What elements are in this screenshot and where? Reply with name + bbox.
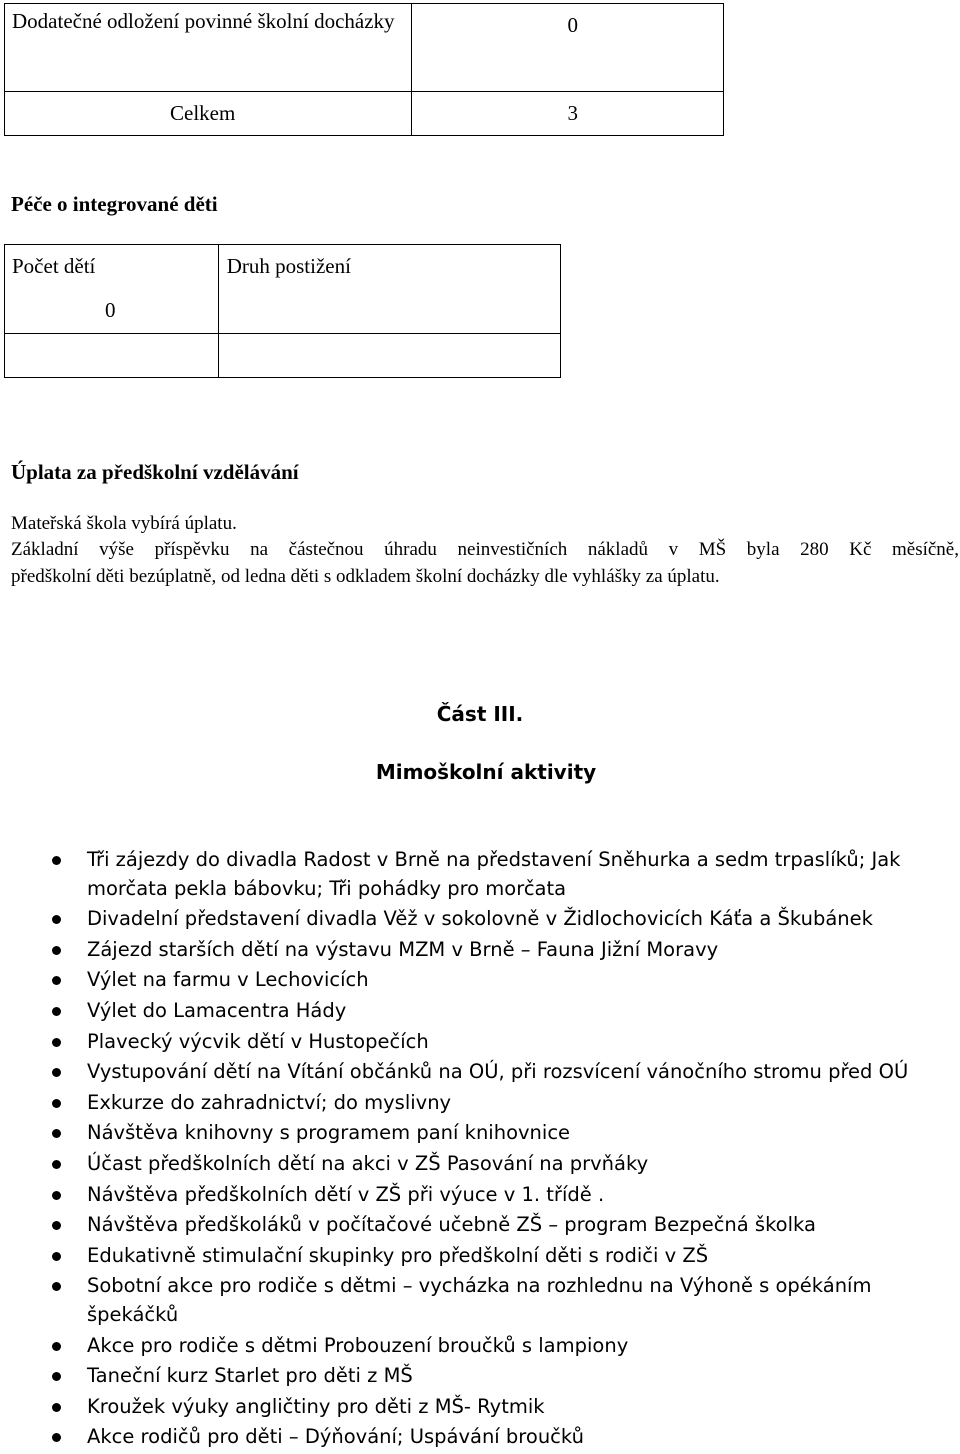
bullet-icon: [52, 976, 61, 985]
bullet-icon: [52, 1068, 61, 1077]
list-item: [0, 935, 960, 966]
list-item: [0, 904, 960, 935]
bullet-icon: [52, 1129, 61, 1138]
bullet-icon: [52, 856, 61, 865]
bullet-icon: [52, 1160, 61, 1169]
bullet-icon: [52, 1372, 61, 1381]
table-cell: [5, 245, 219, 334]
bullet-icon: [52, 1433, 61, 1442]
list-item: [0, 1392, 960, 1423]
list-item-text: Akce rodičů pro děti – Dýňování; Uspávání broučků: [87, 1425, 584, 1449]
bullet-icon: [52, 1252, 61, 1261]
list-item: [0, 965, 960, 996]
table-row: [5, 245, 561, 334]
table-cell: [5, 334, 219, 378]
count-value: 0: [105, 298, 116, 322]
table-cell: [218, 245, 560, 334]
list-item-text: Výlet na farmu v Lechovicích: [87, 968, 369, 992]
bullet-icon: [52, 915, 61, 924]
bullet-icon: [52, 946, 61, 955]
integrated-heading: Péče o integrované děti: [11, 192, 218, 216]
list-item-text: Účast předškolních dětí na akci v ZŠ Pasování na prvňáky: [87, 1151, 649, 1175]
list-item-text: Návštěva předškolních dětí v ZŠ při výuce v 1. třídě .: [87, 1182, 605, 1206]
bullet-icon: [52, 1282, 61, 1291]
list-item-text: Vystupování dětí na Vítání občánků na OÚ, při rozsvícení vánočního stromu před OÚ: [87, 1060, 909, 1084]
list-item: [0, 1271, 960, 1330]
bullet-icon: [52, 1191, 61, 1200]
list-item-text: Tři zájezdy do divadla Radost v Brně na představení Sněhurka a sedm trpaslíků; Jak: [87, 848, 901, 871]
list-item-text: Taneční kurz Starlet pro děti z MŠ: [87, 1364, 413, 1388]
list-item: [0, 1149, 960, 1180]
fee-line: Základní výše příspěvku na částečnou úhradu neinvestičních nákladů v MŠ byla 280 Kč měsíčně,: [11, 539, 959, 560]
list-item: [0, 1057, 960, 1088]
integrated-table: [4, 244, 561, 378]
list-item-text: Exkurze do zahradnictví; do myslivny: [87, 1090, 452, 1114]
list-item: [0, 1422, 960, 1453]
table-cell: [412, 4, 724, 92]
list-item: [0, 1361, 960, 1392]
total-label: Celkem: [170, 101, 236, 125]
table-row: [5, 92, 724, 136]
table-row: [5, 334, 561, 378]
list-item: [0, 1241, 960, 1272]
total-value: 3: [567, 101, 578, 125]
table-row: [5, 4, 724, 92]
postponement-table: [4, 3, 724, 136]
postponement-value: 0: [567, 13, 578, 37]
activities-list: [0, 845, 960, 1453]
list-item-text: špekáčků: [87, 1302, 179, 1326]
list-item: [0, 845, 960, 904]
list-item-text: Akce pro rodiče s dětmi Probouzení broučků s lampiony: [87, 1333, 629, 1357]
bullet-icon: [52, 1221, 61, 1230]
list-item: [0, 1088, 960, 1119]
list-item: [0, 1027, 960, 1058]
count-header: Počet dětí: [12, 254, 96, 278]
list-item: [0, 1210, 960, 1241]
list-item: [0, 1118, 960, 1149]
part-title: Část III.: [436, 702, 524, 726]
table-cell: [218, 334, 560, 378]
table-cell: [5, 92, 412, 136]
list-item-text: Zájezd starších dětí na výstavu MZM v Brně – Fauna Jižní Moravy: [87, 937, 719, 961]
list-item: [0, 1180, 960, 1211]
bullet-icon: [52, 1403, 61, 1412]
list-item-text: Plavecký výcvik dětí v Hustopečích: [87, 1029, 429, 1053]
part-subtitle: Mimoškolní aktivity: [375, 760, 597, 784]
list-item: [0, 1331, 960, 1362]
list-item-text: morčata pekla bábovku; Tři pohádky pro morčata: [87, 876, 567, 900]
bullet-icon: [52, 1099, 61, 1108]
list-item-text: Divadelní představení divadla Věž v sokolovně v Židlochovicích Káťa a Škubánek: [87, 907, 873, 931]
bullet-icon: [52, 1038, 61, 1047]
list-item-text: Návštěva předškoláků v počítačové učebně ZŠ – program Bezpečná školka: [87, 1213, 816, 1237]
bullet-icon: [52, 1342, 61, 1351]
bullet-icon: [52, 1007, 61, 1016]
fee-heading: Úplata za předškolní vzdělávání: [11, 460, 299, 484]
list-item-text: Sobotní akce pro rodiče s dětmi – vycházka na rozhlednu na Výhoně s opékáním: [87, 1274, 872, 1298]
fee-line: Mateřská škola vybírá úplatu.: [11, 513, 237, 534]
list-item-text: Výlet do Lamacentra Hády: [87, 998, 347, 1022]
type-header: Druh postižení: [226, 254, 351, 278]
fee-paragraph: [11, 512, 960, 590]
table-cell: [412, 92, 724, 136]
list-item-text: Edukativně stimulační skupinky pro předškolní děti s rodiči v ZŠ: [87, 1243, 709, 1267]
list-item: [0, 996, 960, 1027]
list-item-text: Kroužek výuky angličtiny pro děti z MŠ- Rytmik: [87, 1394, 545, 1418]
table-cell: [5, 4, 412, 92]
list-item-text: Návštěva knihovny s programem paní knihovnice: [87, 1121, 571, 1145]
fee-line: předškolní děti bezúplatně, od ledna děti s odkladem školní docházky dle vyhlášky za úplatu.: [11, 566, 720, 587]
postponement-label: Dodatečné odložení povinné školní docházky: [12, 9, 395, 33]
